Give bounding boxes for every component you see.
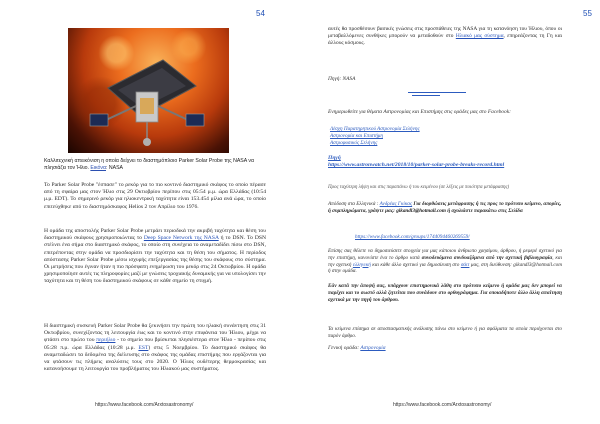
perihelion-text-c: ) στις 5 Νοεμβρίου. Το διαστημικό σκάφος θα αναμεταδώσει τα δεδομένα της διέλευσης στο σκάφος της ομάδας επιστήμης που εργάζονται για να φτάσουν τις πλήρεις αναλύσεις τους στο 2020. Ο Ήλιος ουδέτερης θερμοκρασίας και κατανοήσουμε τη λειτουργία του προβλήματος του Ηλιακού μας συστήματος. [44,344,267,373]
image-caption [44,158,266,172]
deep-space-network-link[interactable]: Deep Space Network της NASA [143,235,219,242]
group-credit [328,345,386,351]
errors-notice: Εάν κατά την άποψή σας, υπάρχουν επιστημονικά λάθη στο πρότυπο κείμενο ή ομάδα μας δεν μπορεί να παρέχει και το σωστό αλλά ζητείται που συνάδουν στο ορθογράφημα. Για οποιαδήποτε άλλο άλλη απαίτηση σχετικά με την πηγή του άρθρου. [328,283,562,303]
intro-text-b: , επηρεάζοντας τη Γη και άλλους κόσμους. [328,33,563,46]
submission-info [328,248,562,275]
group-link[interactable]: Αστρονομία και Επιστήμη [330,133,383,139]
submission-text-c: και κάθε άλλο σχετικό για δημοσίευση στο [370,261,461,268]
translator-credit [328,201,562,215]
facebook-group-link[interactable]: https://www.facebook.com/groups/1744094460269559/ [355,234,470,240]
perihelion-link[interactable]: περιήλιο [96,337,116,344]
caption-source-value: : NASA [106,165,124,171]
translation-note: Προς ταχύτερη λήψη και στις παραπάνω ή του κειμένου (σε λέξεις με ποιότητα μετάφρασης) [328,185,510,190]
divider-line [408,92,466,93]
corrections-contact: Για διορθώσεις μετάφρασης ή τις προς το πρότυπο κείμενο, απορίες, ή συμπληρώματα, γράψτε μας: gikandl3@hotmail.com ή σχολιάστε παρακάτω στις Σελίδα [328,201,562,214]
spacecraft-illustration [68,28,229,153]
greek-link[interactable]: ελληνική [352,261,371,268]
page-number: 55 [583,9,592,18]
group-credit-label: Γενική ομάδα: [328,345,361,351]
paragraph-dsn [44,228,266,286]
group-link[interactable]: Λέσχη Παρατηρητικού Αστρονομία Σελήνης [330,126,420,132]
submission-bold: συνοδευόμενα συνδυαζόμενα από την σχετική βιβλιογραφία [421,254,553,261]
dsn-text-a: Η ομάδα της αποστολής Parker Solar Probe μετράει περιοδικά την ακριβή ταχύτητα και θέση του διαστημικού σκάφους χρησιμοποιώντας το [44,228,266,242]
est-link[interactable]: EST [138,344,149,351]
dsn-text-b: ή το DSN. Το DSN στέλνει ένα σήμα στο διαστημικό σκάφος, το οποίο στη συνέχεια το αναμεταδίδει πίσω στο DSN, επιτρέποντας στην ομάδα να προσδιορίσει την ταχύτητα και τη θέση του σήματος. Η περίοδος απόστασης Parker Solar Probe μέσω ισχυρής επεξεργασίας της θέσης του σκάφους στο σύστημα. Οι μετρήσεις που έγιναν ήταν η πιο πρόσφατη ενημέρωση του ρεκόρ στις 24 Οκτωβρίου. Η ομάδα χρησιμοποίησε αυτές τις πληροφορίες μαζί με γνώσεις τροχιακής δυναμικής για να υπολογίσει την ταχύτητα και τη θέση του διαστημικού σκάφους σε κάθε σημείο τη στιγμή. [44,235,267,285]
facebook-group-url [355,234,470,240]
paragraph-perihelion [44,323,266,373]
disclaimer-text: Τα κείμενα επίσημα σε αποσπασματικής ανάλυσης πάνω στο κείμενο ή για σφάλματα τα οποία περιέχονται στο παρόν άρθρο. [328,326,562,339]
perihelion-text-a: Η διαστημική συσκευή Parker Solar Probe θα ξεκινήσει την πρώτη του ηλιακή συνάντηση στις 31 Οκτωβρίου, συνεχίζοντας τη λειτουργία έως και το κοντινό στην επιφάνεια του Ήλιου, μέχρι να φτάσει στο πρώτο του [44,323,266,344]
submission-text-b: , και την σχετική [328,254,563,268]
caption-source-link[interactable]: Εικόνα [90,165,106,171]
divider-line-short [412,95,440,96]
group-credit-link[interactable]: Αστρονομία [360,345,386,351]
translator-link[interactable]: Ανδρέας Γκίκας [379,201,413,207]
paragraph-record: Το Parker Solar Probe "έσπασε" το ρεκόρ για το πιο κοντινό διαστημικό σκάφος το οποίο πέρασε από τη σφαίρα μας στον Ήλιο στις 29 Οκτωβρίου περίπου στις 05:54 μ.μ. ώρα Ελλάδας (10:54 μ.μ. EDT). Το σημερινό ρεκόρ για ηλιοκεντρική ταχύτητα είναι 153.454 μίλια ανά ώρα, το οποίο επιτεύχθηκε από το διαστημόσκαφος Helios 2 τον Απρίλιο του 1976. [44,182,266,210]
submission-text-d: μας, στη διεύθυνση: gikandl3@hotmail.com ή στην ομάδα. [328,261,562,275]
group-link[interactable]: Αστροφυσικός Σελήνης [330,140,378,146]
source-heading: Πηγή [328,155,341,161]
parker-probe-photo [68,28,229,153]
solar-system-link[interactable]: Ηλιακό μας σύστημα [455,33,504,39]
facebook-groups-list [330,126,420,147]
intro-paragraph [328,26,562,47]
footer-url[interactable]: https://www.facebook.com/Arxtosastronomy/ [393,402,492,408]
source-line: Πηγή: NASA [328,76,356,82]
footer-url[interactable]: https://www.facebook.com/Arxtosastronomy/ [95,402,194,408]
perihelion-text-b: - το σημείο που βρίσκεται πλησιέστερα στον Ήλιο - περίπου στις 05:28 π.μ. ώρα Ελλάδας (10:28 μ.μ. [44,337,266,351]
page-number: 54 [256,9,265,18]
follow-text: Ενημερωθείτε για θέματα Αστρονομίας και Επιστήμης στις ομάδες μας στο Facebook: [328,109,511,115]
submission-text-a: Επίσης σας θέλετε να δημοσιεύσετε στοιχεία για μας κάποιου άνθρωπο χρησίμου, άρθρου, ή ρεφερέ σχετικό για την επιστήμη, κανονίστε ένα το άρθρο κατά [328,248,562,261]
source-url-link[interactable]: https://www.astronwatch.net/2018/10/parker-solar-probe-breaks-record.html [328,162,505,168]
caption-text: Καλλιτεχνική απεικόνιση η οποία δείχνει το διαστημόπλοιο Parker Solar Probe της NASA να πλησιάζει τον Ήλιο. [44,158,254,171]
intro-text-a: αυτές θα προσθέσουν βασικές γνώσεις στις προσπάθειες της NASA για τη κατανόηση του Ήλιου, όπου οι μεταβαλλόμενες συνθήκες μπορούν να μεταδοθούν στο [328,26,562,39]
site-link[interactable]: σάιτ [460,261,470,268]
translator-label: Απόδοση στα Ελληνικά : [328,201,380,207]
